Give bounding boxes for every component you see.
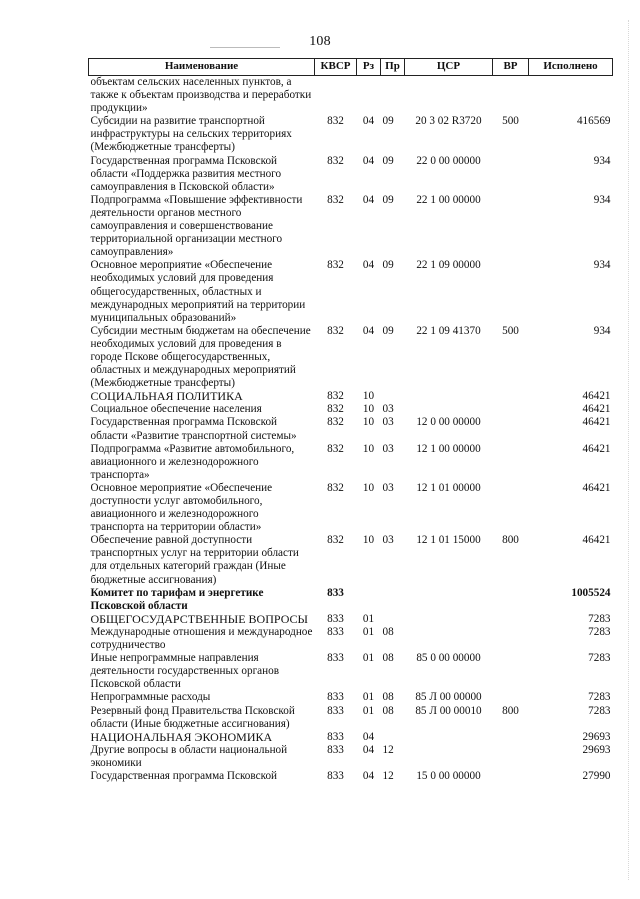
row-vr — [493, 76, 529, 116]
header-csr: ЦСР — [405, 59, 493, 76]
row-kvsr: 832 — [327, 115, 344, 128]
row-csr: 20 3 02 R3720 — [415, 115, 482, 128]
row-rz: 04 — [362, 730, 375, 743]
row-name: Субсидии на развитие транспортной инфраструктуры на сельских территориях (Межбюджетные трансферты) — [90, 115, 292, 154]
row-vr — [493, 155, 529, 194]
row-kvsr: 833 — [327, 743, 344, 756]
row-sum: 934 — [593, 193, 611, 206]
row-rz: 04 — [362, 769, 375, 782]
row-vr — [493, 416, 529, 442]
row-kvsr: 833 — [327, 730, 344, 743]
row-vr — [493, 731, 529, 744]
row-sum: 7283 — [588, 704, 611, 717]
row-vr — [493, 403, 529, 416]
row-csr — [405, 76, 493, 116]
header-rz: Рз — [357, 59, 381, 76]
row-kvsr: 832 — [327, 442, 344, 455]
row-sum: 416569 — [576, 115, 611, 128]
row-sum: 46421 — [582, 534, 611, 547]
row-pr: 09 — [382, 154, 394, 167]
row-csr: 22 1 09 00000 — [416, 259, 481, 272]
table-row — [89, 259, 613, 324]
row-vr — [493, 613, 529, 626]
row-name: Основное мероприятие «Обеспечение доступности услуг автомобильного, авиационного и железнодорожного транспорта на территории области» — [90, 481, 273, 534]
row-pr — [381, 390, 405, 403]
table-row — [89, 194, 613, 259]
table-row — [89, 443, 613, 482]
row-sum: 29693 — [582, 743, 611, 756]
row-rz: 01 — [362, 691, 375, 704]
row-rz: 10 — [362, 534, 375, 547]
row-sum: 46421 — [582, 481, 611, 494]
row-rz — [357, 587, 381, 613]
row-rz: 04 — [362, 324, 375, 337]
row-pr: 09 — [382, 193, 394, 206]
row-vr: 500 — [502, 115, 519, 128]
table-row — [89, 482, 613, 534]
row-pr: 09 — [382, 115, 394, 128]
row-rz: 04 — [362, 115, 375, 128]
row-rz: 10 — [362, 390, 375, 403]
row-pr: 12 — [382, 743, 394, 756]
table-row — [89, 76, 613, 116]
row-rz: 01 — [362, 625, 375, 638]
row-pr: 03 — [382, 403, 394, 416]
row-sum: 46421 — [582, 442, 611, 455]
row-name: Государственная программа Псковской области «Развитие транспортной системы» — [90, 416, 297, 442]
header-name: Наименование — [89, 59, 315, 76]
row-vr — [493, 390, 529, 403]
row-vr — [493, 770, 529, 783]
row-sum: 46421 — [582, 403, 611, 416]
row-sum: 7283 — [588, 612, 611, 625]
row-sum: 7283 — [588, 652, 611, 665]
table-row — [89, 390, 613, 403]
row-pr: 08 — [382, 652, 394, 665]
row-csr: 12 0 00 00000 — [416, 416, 481, 429]
row-vr: 800 — [502, 534, 519, 547]
row-kvsr: 832 — [327, 259, 344, 272]
row-kvsr: 833 — [327, 652, 344, 665]
row-vr — [493, 652, 529, 691]
row-csr — [405, 744, 493, 770]
row-sum: 934 — [593, 324, 611, 337]
row-sum: 7283 — [588, 625, 611, 638]
row-vr — [493, 587, 529, 613]
row-rz: 10 — [362, 403, 375, 416]
row-name: ОБЩЕГОСУДАРСТВЕННЫЕ ВОПРОСЫ — [90, 611, 308, 626]
row-kvsr: 832 — [327, 534, 344, 547]
row-kvsr: 832 — [327, 193, 344, 206]
row-csr: 12 1 01 00000 — [416, 481, 481, 494]
row-rz: 10 — [362, 442, 375, 455]
table-row — [89, 587, 613, 613]
row-pr: 09 — [382, 259, 394, 272]
row-vr: 800 — [502, 704, 519, 717]
row-sum: 1005524 — [571, 586, 611, 599]
row-name: НАЦИОНАЛЬНАЯ ЭКОНОМИКА — [90, 729, 273, 744]
row-rz: 10 — [362, 416, 375, 429]
row-name: СОЦИАЛЬНАЯ ПОЛИТИКА — [90, 389, 243, 404]
row-vr — [493, 744, 529, 770]
table-row — [89, 652, 613, 691]
row-sum: 934 — [593, 154, 611, 167]
row-pr: 03 — [382, 534, 394, 547]
row-name: Резервный фонд Правительства Псковской области (Иные бюджетные ассигнования) — [90, 704, 295, 730]
table-row — [89, 626, 613, 652]
row-vr — [493, 259, 529, 324]
row-vr — [493, 626, 529, 652]
row-name: Подпрограмма «Повышение эффективности деятельности органов местного самоуправления и совершенствование территориальной организации местного самоуправления» — [90, 193, 303, 259]
table-row — [89, 115, 613, 154]
row-kvsr: 832 — [327, 416, 344, 429]
row-csr — [405, 390, 493, 403]
row-name: Обеспечение равной доступности транспортных услуг на территории области для отдельных категорий граждан (Иные бюджетные ассигнования) — [90, 534, 299, 586]
row-kvsr: 833 — [327, 691, 344, 704]
row-name: объектам сельских населенных пунктов, а также к объектам производства и переработки продукции» — [90, 76, 312, 115]
row-rz: 01 — [362, 612, 375, 625]
row-csr — [405, 403, 493, 416]
row-rz: 01 — [362, 652, 375, 665]
row-pr: 03 — [382, 481, 394, 494]
table-row — [89, 534, 613, 586]
row-csr: 22 1 00 00000 — [416, 193, 481, 206]
row-name: Государственная программа Псковской — [90, 769, 278, 782]
row-vr: 500 — [502, 324, 519, 337]
row-rz — [357, 76, 381, 116]
row-kvsr: 832 — [327, 324, 344, 337]
table-header-row — [89, 59, 613, 76]
row-csr: 85 0 00 00000 — [416, 652, 481, 665]
row-pr — [381, 731, 405, 744]
row-pr: 09 — [382, 324, 394, 337]
row-csr: 12 1 00 00000 — [416, 442, 481, 455]
row-name: Основное мероприятие «Обеспечение необходимых условий для проведения общегосударственных, областных и международных мероприятий на территории муниципальных образований» — [90, 259, 306, 324]
row-csr: 85 Л 00 00010 — [415, 704, 482, 717]
row-rz: 04 — [362, 743, 375, 756]
row-pr: 03 — [382, 416, 394, 429]
row-vr — [493, 443, 529, 482]
row-sum: 46421 — [582, 390, 611, 403]
row-kvsr: 832 — [327, 154, 344, 167]
row-csr: 15 0 00 00000 — [416, 769, 481, 782]
table-row — [89, 744, 613, 770]
table-row — [89, 770, 613, 783]
table-row — [89, 613, 613, 626]
row-sum: 27990 — [582, 769, 611, 782]
row-csr: 12 1 01 15000 — [416, 534, 481, 547]
row-rz: 01 — [362, 704, 375, 717]
row-pr: 08 — [382, 691, 394, 704]
table-row — [89, 155, 613, 194]
table-row — [89, 731, 613, 744]
row-sum: 934 — [593, 259, 611, 272]
row-kvsr: 832 — [327, 403, 344, 416]
budget-table — [88, 58, 613, 783]
page-number: 108 — [309, 34, 331, 49]
table-row — [89, 403, 613, 416]
row-kvsr: 833 — [327, 769, 344, 782]
row-csr: 85 Л 00 00000 — [415, 691, 482, 704]
row-vr — [493, 691, 529, 704]
row-name: Социальное обеспечение населения — [90, 403, 262, 416]
row-kvsr — [315, 76, 357, 116]
table-row — [89, 325, 613, 390]
row-pr: 08 — [382, 625, 394, 638]
row-name: Государственная программа Псковской области «Поддержка развития местного самоуправления в Псковской области» — [90, 154, 282, 193]
table-row — [89, 416, 613, 442]
header-vr: ВР — [493, 59, 529, 76]
row-sum: 46421 — [582, 416, 611, 429]
row-csr: 22 0 00 00000 — [416, 154, 481, 167]
row-name: Другие вопросы в области национальной экономики — [90, 743, 288, 769]
row-rz: 04 — [362, 193, 375, 206]
row-kvsr: 832 — [327, 390, 344, 403]
row-pr — [381, 587, 405, 613]
header-sum: Исполнено — [529, 59, 613, 76]
row-csr: 22 1 09 41370 — [416, 324, 481, 337]
row-vr — [493, 482, 529, 534]
row-kvsr: 832 — [327, 481, 344, 494]
row-pr: 08 — [382, 704, 394, 717]
row-sum: 29693 — [582, 730, 611, 743]
row-name: Непрограммные расходы — [90, 691, 211, 704]
header-pr: Пр — [381, 59, 405, 76]
row-pr: 03 — [382, 442, 394, 455]
page-margin-line — [628, 20, 629, 880]
row-csr — [405, 613, 493, 626]
row-kvsr: 833 — [327, 586, 344, 599]
row-rz: 04 — [362, 154, 375, 167]
row-name: Подпрограмма «Развитие автомобильного, авиационного и железнодорожного транспорта» — [90, 442, 295, 481]
row-rz: 04 — [362, 259, 375, 272]
row-csr — [405, 731, 493, 744]
row-pr — [381, 613, 405, 626]
row-csr — [405, 626, 493, 652]
row-csr — [405, 587, 493, 613]
row-pr: 12 — [382, 769, 394, 782]
row-name: Комитет по тарифам и энергетике Псковской области — [90, 586, 264, 612]
row-vr — [493, 194, 529, 259]
row-name: Иные непрограммные направления деятельности государственных органов Псковской области — [90, 652, 280, 691]
row-kvsr: 833 — [327, 704, 344, 717]
row-name: Субсидии местным бюджетам на обеспечение необходимых условий для проведения в городе Пскове общегосударственных, областных и международных мероприятий (Межбюджетные трансферты) — [90, 324, 311, 390]
row-sum — [529, 76, 613, 116]
header-kvsr: КВСР — [315, 59, 357, 76]
row-kvsr: 833 — [327, 625, 344, 638]
row-pr — [381, 76, 405, 116]
row-name: Международные отношения и международное сотрудничество — [90, 625, 313, 652]
table-body — [89, 76, 613, 784]
row-kvsr: 833 — [327, 612, 344, 625]
row-sum: 7283 — [588, 691, 611, 704]
table-row — [89, 705, 613, 731]
row-rz: 10 — [362, 481, 375, 494]
table-row — [89, 691, 613, 704]
